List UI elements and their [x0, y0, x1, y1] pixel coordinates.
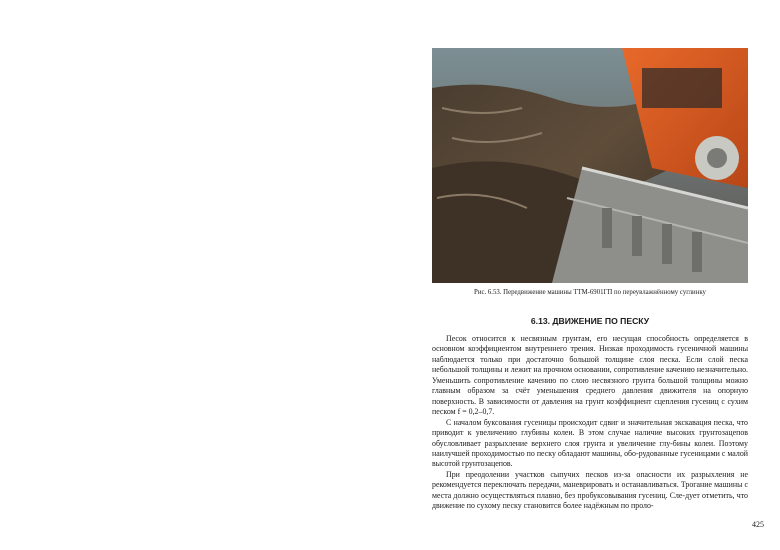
section-title: 6.13. ДВИЖЕНИЕ ПО ПЕСКУ — [530, 316, 650, 326]
photo-caption: Рис. 6.53. Передвижение машины ТТМ-6901ГП по переувлажнённому суглинку — [474, 289, 706, 296]
right-body-text — [432, 334, 748, 512]
photo-illustration — [432, 48, 748, 283]
paragraph: При преодолении участков сыпучих песков из-за опасности их разрыхления не рекомендуется переключать передачи, маневрировать и останавливаться. Трогание машины с места должно осуществляться плавно, без пробуксовывания гусениц. Сле-дует отметить, что движение по сухому песку становится более надёжным по проло- — [432, 469, 748, 511]
paragraph: Песок относится к несвязным грунтам, его несущая способность определяется в основном коэффициентом внутреннего трения. Низкая проходимость гусеничной машины наблюдается только при достаточно большой толщине слоя песка. Если слой песка небольшой толщины и лежит на прочном основании, сопротивление качению незначительно. Уменьшить сопротивление качению по слою несвязного грунта большой толщины можно главным образом за счёт уменьшения среднего давления движителя на опорную поверхность. В зависимости от давления на грунт коэффициент сцепления гусениц с сухим песком f = 0,2–0,7. — [432, 334, 748, 417]
paragraph: С началом буксования гусеницы происходит сдвиг и значительная экскавация песка, что приводит к увеличению глубины колеи. В этом случае наличие высоких грунтозацепов обусловливает разрыхление верхнего слоя грунта и увеличение глу-бины колеи. Поэтому наилучшей проходимостью по песку обладают машины, обо-рудованные гусеницами с малой высотой грунтозацепов. — [432, 417, 748, 469]
tracked-vehicle-photo — [432, 48, 748, 283]
page-number-right: 425 — [752, 520, 764, 529]
